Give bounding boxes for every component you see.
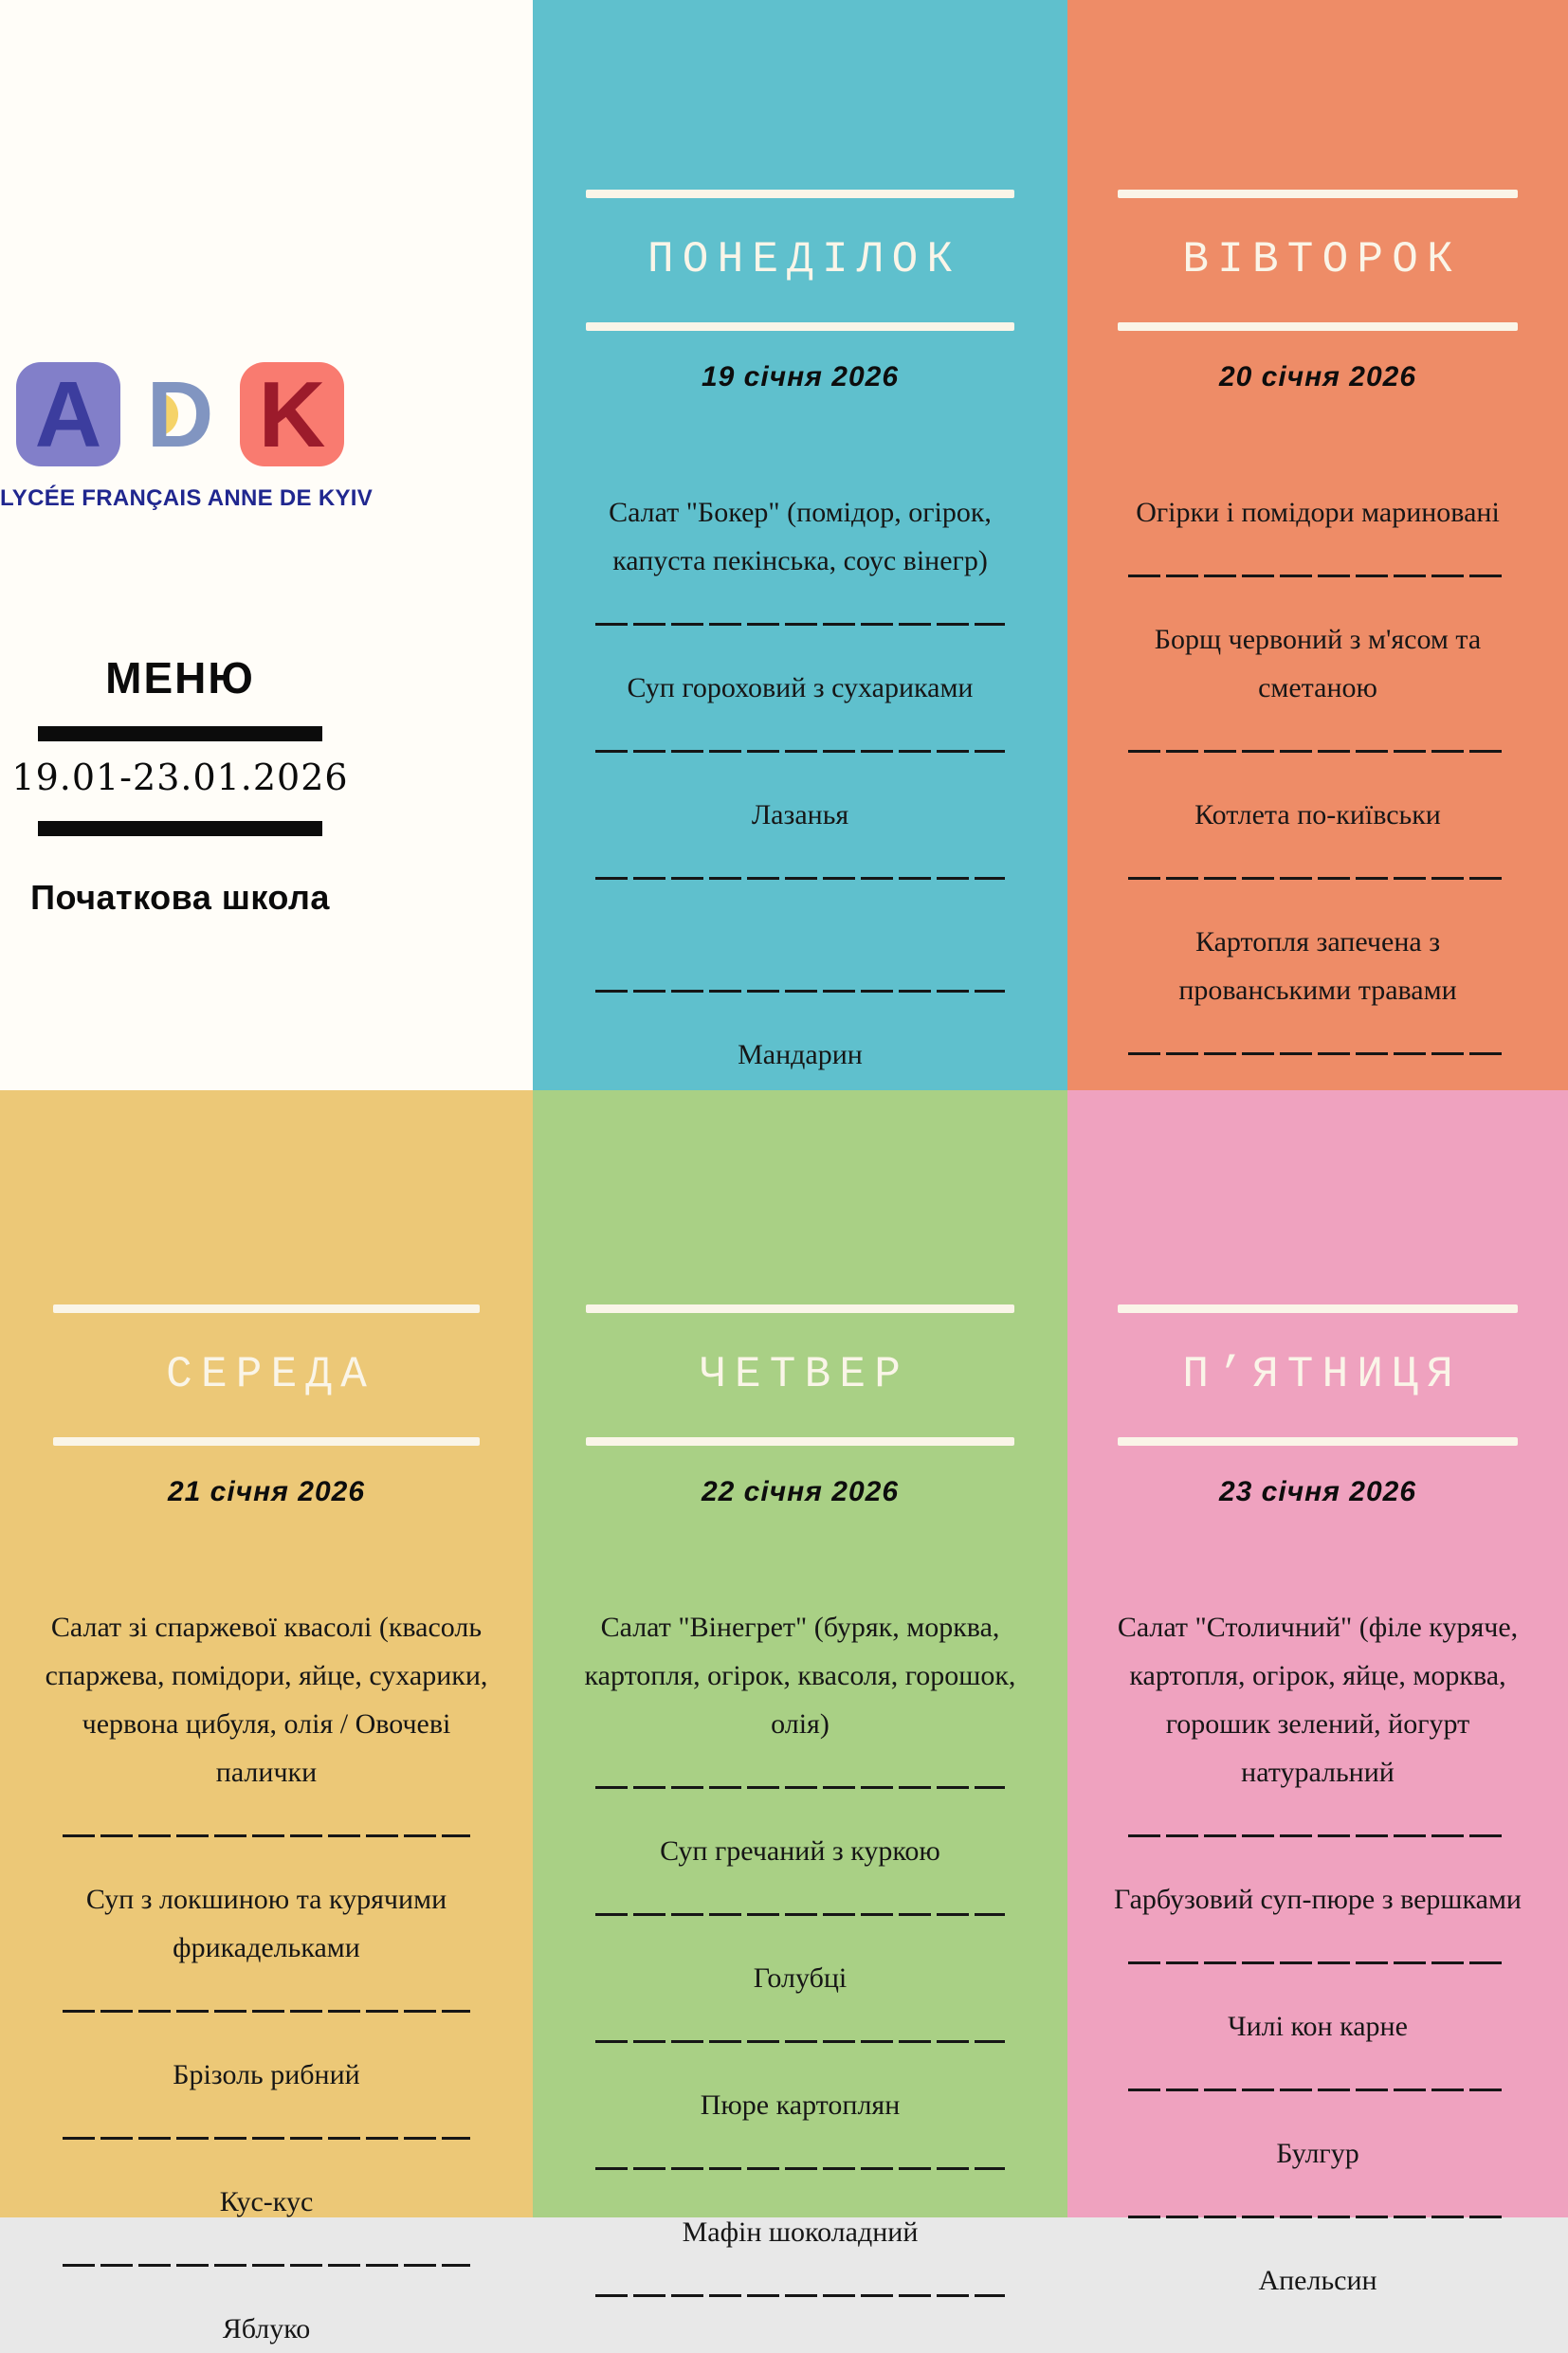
day-header-rule-bottom (586, 322, 1013, 331)
menu-list (0, 1603, 533, 2353)
menu-subtitle: Початкова школа (30, 878, 330, 917)
info-inner (0, 0, 374, 918)
menu-item-separator (595, 750, 1005, 753)
day-name: ПОНЕДІЛОК (647, 235, 962, 284)
menu-item-separator (1128, 1961, 1507, 1964)
day-date: 23 січня 2026 (1218, 1475, 1417, 1507)
menu-item: Мафін шоколадний (682, 2216, 919, 2248)
menu-item-separator (595, 623, 1005, 626)
info-panel (0, 0, 533, 1090)
menu-item: Борщ червоний з м'ясом та сметаною (1154, 623, 1482, 703)
menu-item: Котлета по-київськи (1194, 798, 1441, 830)
school-name: LYCÉE FRANÇAIS ANNE DE KYIV (0, 485, 374, 511)
menu-item: Кус-кус (219, 2185, 314, 2217)
menu-item: Суп з локшиною та курячими фрикадельками (85, 1883, 447, 1963)
menu-item-separator (595, 1786, 1005, 1789)
day-card-3 (0, 1090, 533, 2344)
day-header-rule-bottom (586, 1437, 1013, 1446)
day-name: П’ЯТНИЦЯ (1182, 1350, 1462, 1399)
menu-item: Салат зі спаржевої квасолі (квасоль спаржева, помідори, яйце, сухарики, червона цибуля, олія / Овочеві палички (45, 1611, 488, 1788)
menu-item: Гарбузовий суп-пюре з вершками (1114, 1883, 1522, 1915)
day-date: 21 січня 2026 (167, 1475, 366, 1507)
menu-item: Чилі кон карне (1228, 2010, 1408, 2042)
menu-item-separator (595, 2167, 1005, 2170)
menu-item-separator (595, 2294, 1005, 2297)
menu-item: Салат "Столичний" (філе куряче, картопля, огірок, яйце, морква, горошик зелений, йогурт натуральний (1117, 1611, 1519, 1788)
menu-item-separator (595, 877, 1005, 880)
menu-item-separator (595, 1913, 1005, 1916)
menu-item-separator (1128, 750, 1507, 753)
menu-list (1067, 488, 1568, 1182)
menu-item-separator (1128, 2216, 1507, 2218)
school-logo (0, 362, 360, 466)
menu-list (533, 1603, 1067, 2297)
menu-title: МЕНЮ (105, 653, 255, 702)
logo-letter-d: D (146, 362, 214, 466)
day-header-rule-top (53, 1304, 480, 1313)
menu-item (573, 918, 1028, 952)
day-card-4 (533, 1090, 1067, 2248)
day-card-5 (1067, 1090, 1568, 2296)
day-header-rule-bottom (1118, 1437, 1518, 1446)
logo-letter-d-tile (128, 362, 232, 466)
day-header-rule-top (1118, 1304, 1518, 1313)
menu-item-separator (595, 990, 1005, 993)
menu-item: Салат "Бокер" (помідор, огірок, капуста пекінська, соус вінегр) (609, 496, 992, 576)
day-header-rule-top (586, 1304, 1013, 1313)
menu-item-separator (1128, 2089, 1507, 2091)
menu-list (1067, 1603, 1568, 2305)
day-name: ВІВТОРОК (1182, 235, 1462, 284)
menu-item: Булгур (1276, 2137, 1359, 2169)
menu-item: Огірки і помідори мариновані (1136, 496, 1500, 528)
menu-item: Лазанья (751, 798, 849, 830)
logo-letter-k: K (258, 362, 326, 466)
menu-item: Суп гречаний з куркою (660, 1834, 940, 1867)
day-name: СЕРЕДА (166, 1350, 375, 1399)
menu-item-separator (63, 2010, 470, 2013)
day-card-2 (1067, 0, 1568, 1090)
menu-item: Салат "Вінегрет" (буряк, морква, картопля, огірок, квасоля, горошок, олія) (584, 1611, 1016, 1740)
menu-item-separator (63, 1834, 470, 1837)
menu-item: Апельсин (1258, 2264, 1377, 2296)
day-header-rule-top (1118, 190, 1518, 198)
menu-item: Голубці (753, 1961, 848, 1994)
menu-item-separator (1128, 877, 1507, 880)
logo-letter-k-tile (240, 362, 344, 466)
menu-item-separator (1128, 575, 1507, 577)
menu-item: Мандарин (738, 1038, 863, 1070)
menu-item: Яблуко (222, 2312, 311, 2344)
title-divider-top (38, 726, 322, 741)
day-date: 19 січня 2026 (701, 360, 900, 392)
day-date: 22 січня 2026 (701, 1475, 900, 1507)
menu-item: Пюре картоплян (700, 2089, 901, 2121)
day-header-rule-bottom (1118, 322, 1518, 331)
title-divider-bottom (38, 821, 322, 836)
day-date: 20 січня 2026 (1218, 360, 1417, 392)
menu-item-separator (1128, 1052, 1507, 1055)
menu-item: Суп гороховий з сухариками (627, 671, 974, 703)
logo-letter-a-tile (16, 362, 120, 466)
menu-item-separator (63, 2264, 470, 2267)
menu-item-separator (595, 2040, 1005, 2043)
day-header-rule-bottom (53, 1437, 480, 1446)
menu-item-separator (1128, 1834, 1507, 1837)
day-card-1 (533, 0, 1067, 1090)
day-header-rule-top (586, 190, 1013, 198)
day-name: ЧЕТВЕР (700, 1350, 909, 1399)
menu-item-separator (63, 2137, 470, 2140)
logo-letter-a: A (34, 362, 102, 466)
menu-date-range: 19.01-23.01.2026 (11, 757, 349, 798)
menu-list (533, 488, 1067, 1120)
menu-item: Брізоль рибний (173, 2058, 360, 2090)
menu-item: Картопля запечена з прованськими травами (1178, 925, 1457, 1006)
